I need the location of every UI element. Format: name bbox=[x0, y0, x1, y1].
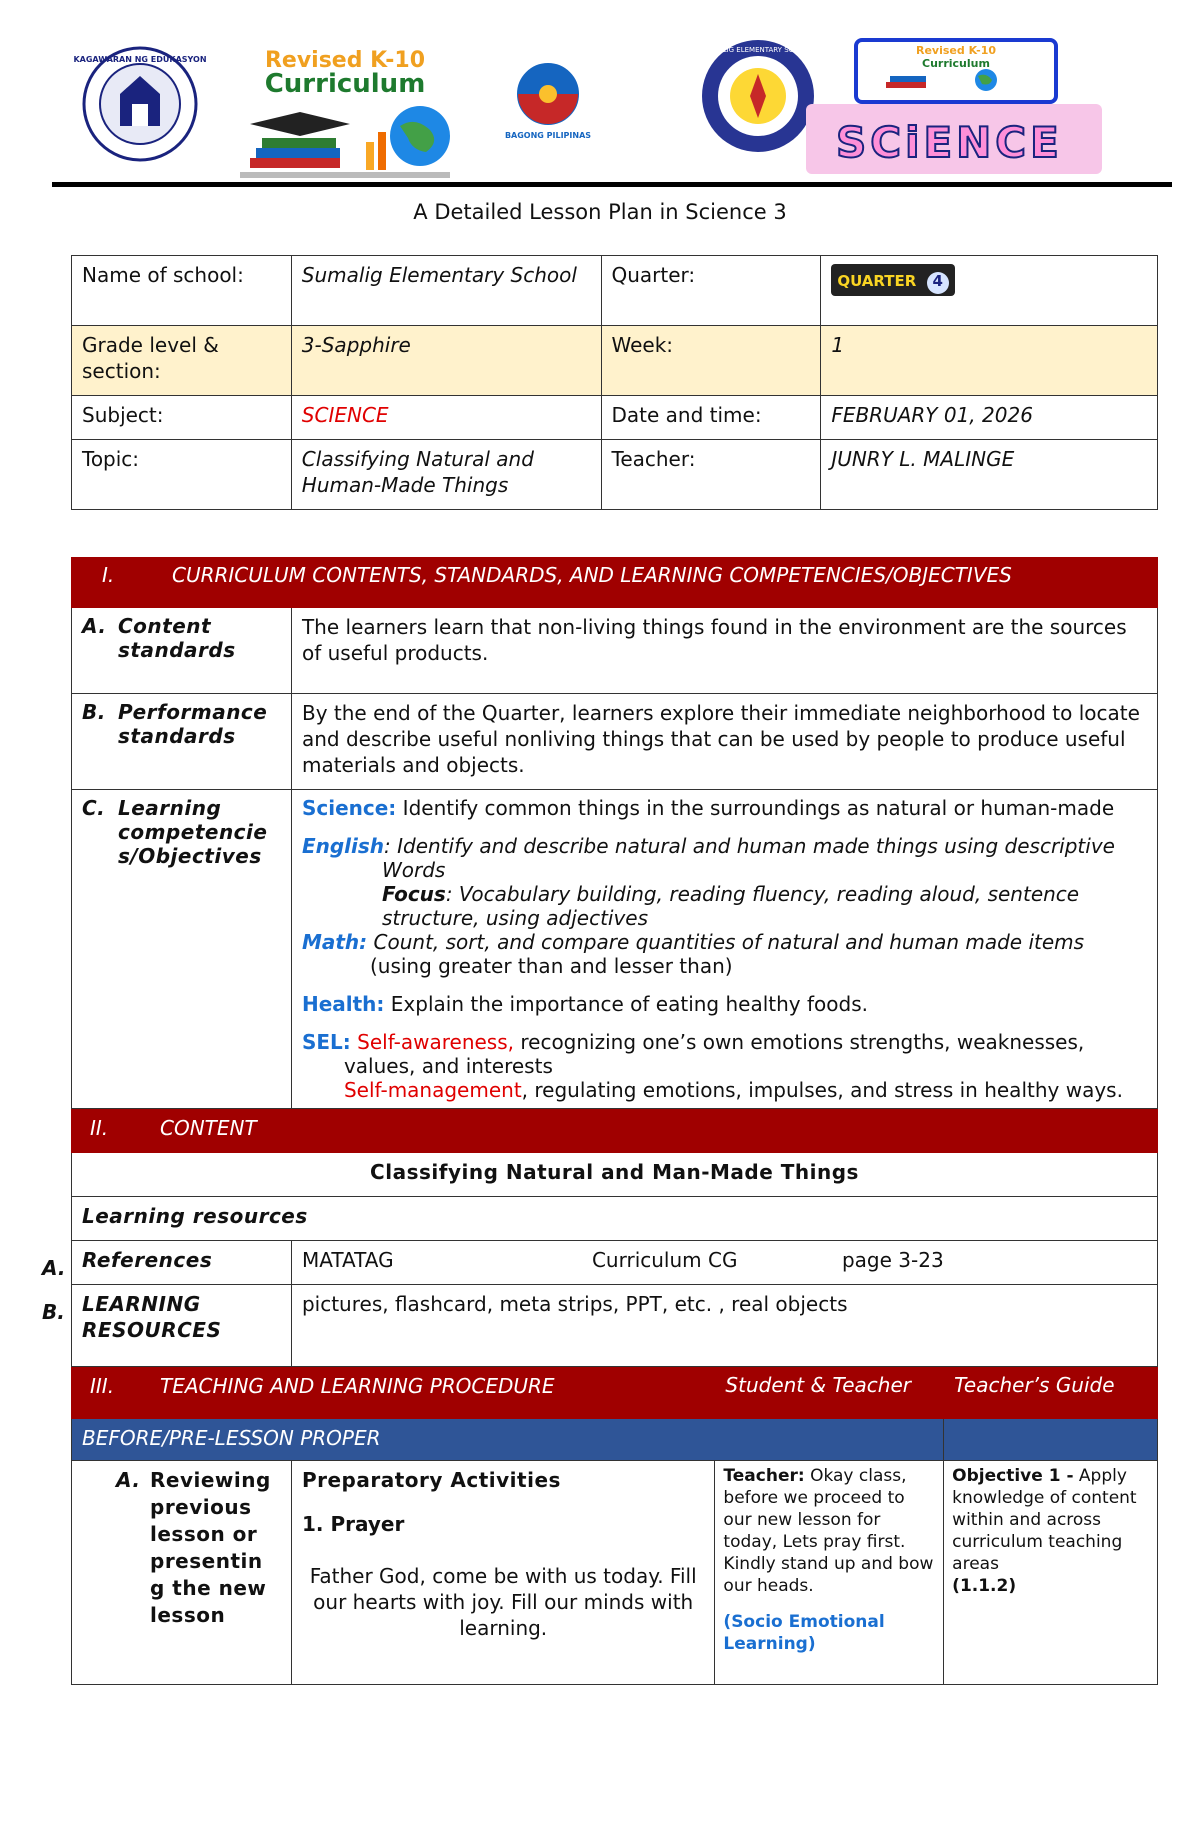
section3-header bbox=[72, 1367, 715, 1419]
quarter-badge-num: 4 bbox=[927, 272, 949, 294]
before-lesson-header: BEFORE/PRE-LESSON PROPER bbox=[72, 1419, 944, 1461]
books-globe-small-icon bbox=[866, 68, 1046, 94]
quarter-badge-text: QUARTER bbox=[837, 272, 917, 290]
deped-seal-text: KAGAWARAN NG EDUKASYON bbox=[73, 55, 207, 64]
content-standards-letter: A. bbox=[82, 614, 107, 638]
focus-text: : Vocabulary building, reading fluency, reading aloud, sentence structure, using adjectives bbox=[381, 882, 1080, 930]
competencies-cell bbox=[291, 790, 1157, 1109]
health-label: Health: bbox=[301, 992, 385, 1016]
grade-label: Grade level & section: bbox=[72, 326, 292, 396]
performance-standards-text-label: Performance standards bbox=[118, 700, 268, 748]
references-side-letter: A. bbox=[42, 1256, 66, 1280]
section2-header bbox=[72, 1109, 1158, 1153]
bagong-pilipinas-text: BAGONG PILIPINAS bbox=[504, 131, 592, 140]
focus-label: Focus bbox=[381, 882, 446, 906]
revised-k10-small-line2: Curriculum bbox=[922, 57, 990, 70]
revised-k10-small-logo bbox=[854, 38, 1058, 104]
references-cell bbox=[291, 1241, 1157, 1285]
section1-num: I. bbox=[102, 563, 115, 587]
section3-num: III. bbox=[90, 1374, 115, 1398]
page-title: A Detailed Lesson Plan in Science 3 bbox=[413, 200, 787, 224]
revised-k10-line1: Revised K-10 bbox=[264, 48, 426, 73]
preparatory-cell bbox=[291, 1461, 714, 1685]
performance-standards-text: By the end of the Quarter, learners explore their immediate neighborhood to locate and describe useful nonliving things that can be used by people to produce useful materials and objects. bbox=[291, 694, 1157, 790]
section1-header bbox=[72, 558, 1158, 608]
teacher-label-bold: Teacher: bbox=[723, 1466, 805, 1486]
school-label: Name of school: bbox=[72, 256, 292, 326]
sel-cont1: values, and interests bbox=[343, 1054, 553, 1078]
content-standards-text: The learners learn that non-living things found in the environment are the sources of useful products. bbox=[291, 608, 1157, 694]
references-col1: MATATAG bbox=[301, 1248, 394, 1272]
reviewing-text-label: Reviewing previous lesson or presentin g the new lesson bbox=[150, 1468, 271, 1627]
competencies-letter: C. bbox=[82, 796, 106, 820]
header-logos bbox=[0, 0, 1200, 190]
science-banner-text: SCiENCE bbox=[836, 118, 1063, 167]
revised-k10-logo bbox=[230, 48, 460, 188]
school-value: Sumalig Elementary School bbox=[291, 256, 601, 326]
topic-label: Topic: bbox=[72, 440, 292, 510]
col-student-teacher: Student & Teacher bbox=[715, 1367, 944, 1419]
guide-cell bbox=[944, 1461, 1158, 1685]
references-col3: page 3-23 bbox=[841, 1248, 944, 1272]
content-title: Classifying Natural and Man-Made Things bbox=[72, 1153, 1158, 1197]
reviewing-label bbox=[72, 1461, 292, 1685]
sel-note: (Socio Emotional Learning) bbox=[723, 1612, 885, 1654]
sel-red1: Self-awareness, bbox=[357, 1030, 514, 1054]
learning-resources-text: pictures, flashcard, meta strips, PPT, etc. , real objects bbox=[291, 1285, 1157, 1367]
sel-text2: , regulating emotions, impulses, and stress in healthy ways. bbox=[521, 1078, 1123, 1102]
math-text: Count, sort, and compare quantities of natural and human made items bbox=[373, 930, 1085, 954]
learning-resources-label: LEARNING RESOURCES bbox=[72, 1285, 292, 1367]
date-value: FEBRUARY 01, 2026 bbox=[821, 396, 1158, 440]
header-rule bbox=[52, 182, 1172, 187]
week-value: 1 bbox=[821, 326, 1158, 396]
revised-k10-line2: Curriculum bbox=[264, 69, 426, 99]
topic-value: Classifying Natural and Human-Made Things bbox=[291, 440, 601, 510]
section2-title: CONTENT bbox=[160, 1116, 257, 1140]
objective-text: Apply knowledge of content within and across curriculum teaching areas bbox=[952, 1466, 1137, 1574]
performance-standards-label bbox=[72, 694, 292, 790]
prayer-title: 1. Prayer bbox=[301, 1512, 405, 1536]
sel-text1: recognizing one’s own emotions strengths, weaknesses, bbox=[520, 1030, 1085, 1054]
science-label: Science: bbox=[301, 796, 397, 820]
teacher-cell bbox=[715, 1461, 944, 1685]
health-text: Explain the importance of eating healthy foods. bbox=[390, 992, 868, 1016]
lesson-table bbox=[71, 557, 1158, 1685]
bagong-pilipinas-logo bbox=[500, 62, 596, 142]
science-banner-logo bbox=[806, 104, 1102, 174]
objective-label: Objective 1 - bbox=[952, 1466, 1074, 1486]
learning-resources-side-letter: B. bbox=[42, 1300, 65, 1324]
math-cont: (using greater than and lesser than) bbox=[369, 954, 733, 978]
section1-title: CURRICULUM CONTENTS, STANDARDS, AND LEARNING COMPETENCIES/OBJECTIVES bbox=[172, 563, 1012, 587]
school-seal-text: SUMALIG ELEMENTARY SCHOOL bbox=[702, 46, 814, 54]
sel-red2: Self-management bbox=[343, 1078, 522, 1102]
books-globe-icon bbox=[230, 102, 460, 188]
objective-code: (1.1.2) bbox=[952, 1576, 1017, 1596]
competencies-label bbox=[72, 790, 292, 1109]
english-label: English bbox=[301, 834, 385, 858]
teacher-value: JUNRY L. MALINGE bbox=[821, 440, 1158, 510]
revised-k10-small-line1: Revised K-10 bbox=[915, 44, 997, 57]
grade-value: 3-Sapphire bbox=[291, 326, 601, 396]
resources-label: Learning resources bbox=[72, 1197, 1158, 1241]
section3-title: TEACHING AND LEARNING PROCEDURE bbox=[160, 1374, 555, 1398]
before-lesson-empty bbox=[944, 1419, 1158, 1461]
deped-seal-logo bbox=[73, 46, 207, 162]
science-text: Identify common things in the surroundings as natural or human-made bbox=[402, 796, 1115, 820]
references-label: References bbox=[72, 1241, 292, 1285]
english-text: : Identify and describe natural and human made things using descriptive bbox=[384, 834, 1115, 858]
date-label: Date and time: bbox=[601, 396, 821, 440]
prayer-text: Father God, come be with us today. Fill our hearts with joy. Fill our minds with learning. bbox=[309, 1564, 697, 1640]
week-label: Week: bbox=[601, 326, 821, 396]
section2-num: II. bbox=[90, 1116, 109, 1140]
school-seal-logo bbox=[700, 38, 816, 154]
competencies-text-label: Learning competencie s/Objectives bbox=[118, 796, 268, 868]
col-teachers-guide: Teacher’s Guide bbox=[944, 1367, 1158, 1419]
subject-label: Subject: bbox=[72, 396, 292, 440]
references-col2: Curriculum CG bbox=[591, 1248, 738, 1272]
teacher-text: Okay class, before we proceed to our new lesson for today, Lets pray first. Kindly stand up and bow our heads. bbox=[723, 1466, 934, 1596]
math-label: Math: bbox=[301, 930, 368, 954]
subject-value: SCIENCE bbox=[291, 396, 601, 440]
english-cont: Words bbox=[381, 858, 446, 882]
content-standards-text-label: Content standards bbox=[118, 614, 236, 662]
teacher-label: Teacher: bbox=[601, 440, 821, 510]
info-table bbox=[71, 255, 1158, 510]
reviewing-letter: A. bbox=[116, 1468, 141, 1492]
preparatory-title: Preparatory Activities bbox=[301, 1468, 561, 1492]
quarter-label: Quarter: bbox=[601, 256, 821, 326]
content-standards-label bbox=[72, 608, 292, 694]
sel-label: SEL: bbox=[301, 1030, 351, 1054]
performance-standards-letter: B. bbox=[82, 700, 106, 724]
quarter-cell bbox=[821, 256, 1158, 326]
quarter-badge bbox=[831, 264, 954, 296]
